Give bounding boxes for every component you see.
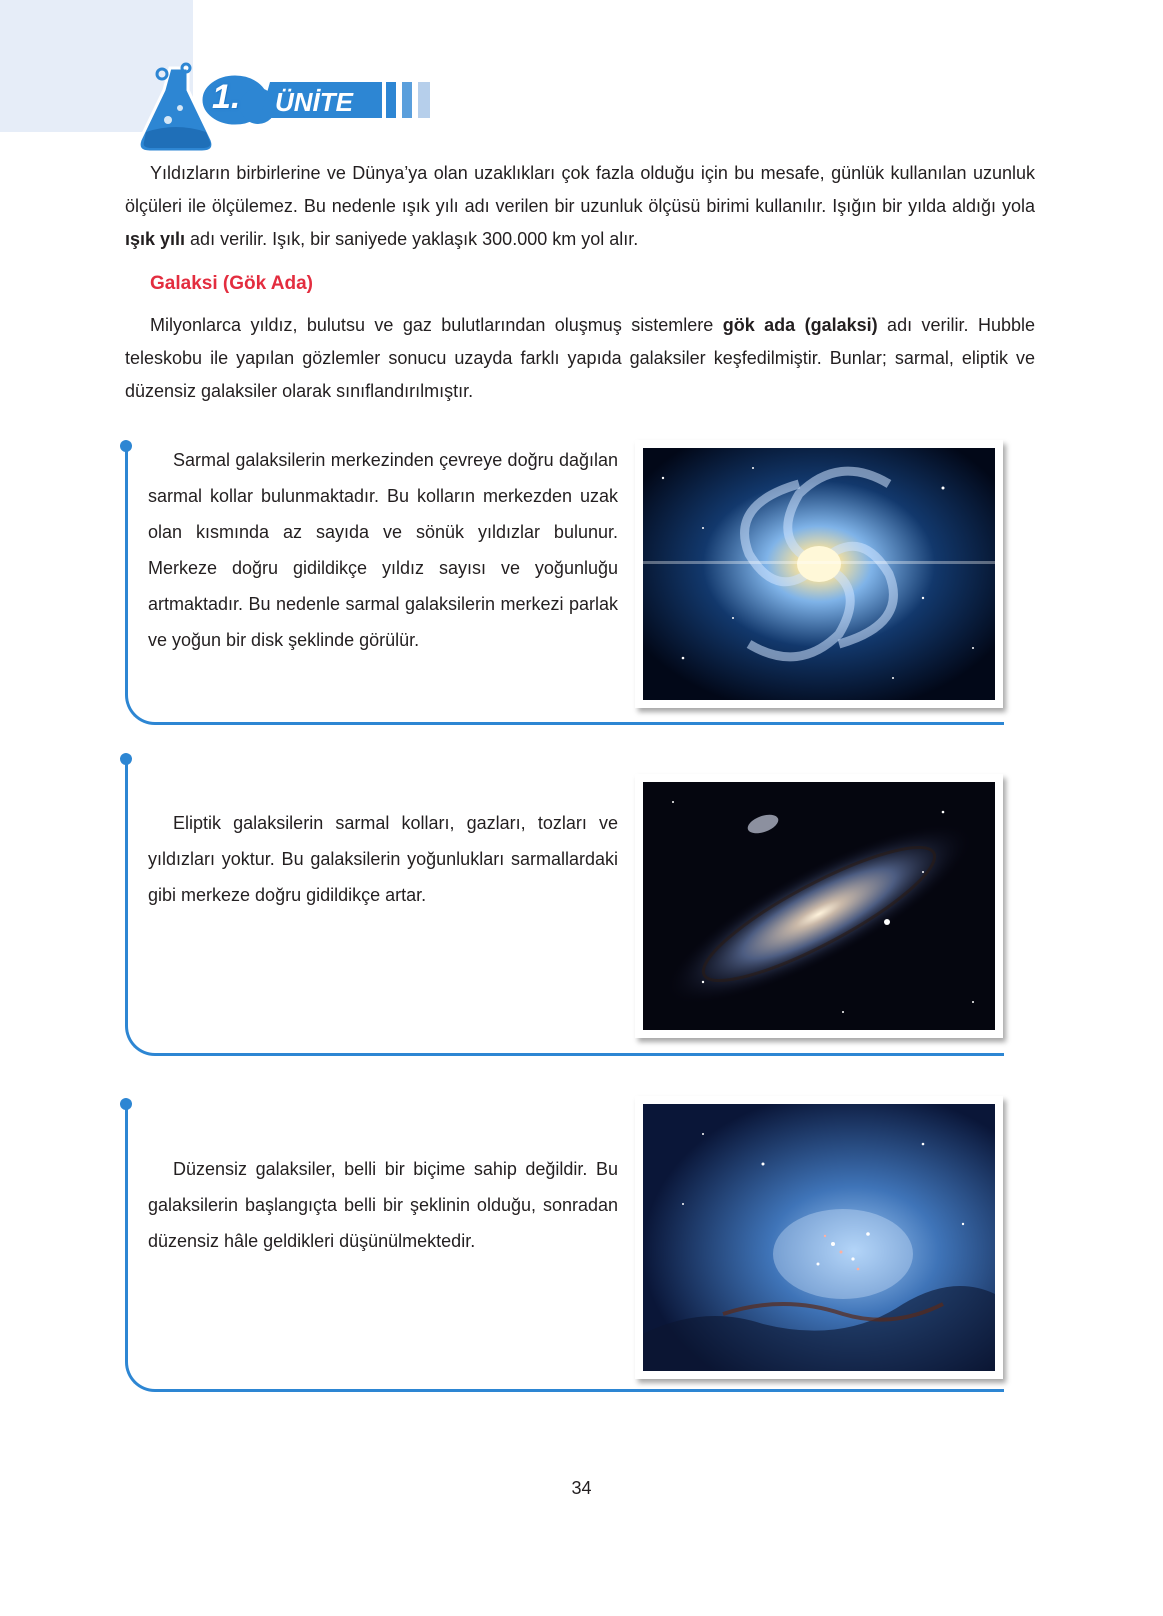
term-galaxy: gök ada (galaksi) xyxy=(722,315,878,335)
intro-paragraph: Yıldızların birbirlerine ve Dünya’ya olan uzaklıkları çok fazla olduğu için bu mesafe, günlük kullanılan uzunluk ölçüleri ile ölçülemez. Bu nedenle ışık yılı adı verilen bir uzunluk ölçüsü birimi kullanılır. Işığın bir yılda aldığı yola ışık yılı adı verilir. Işık, bir saniyede yaklaşık 300.000 km yol alır. xyxy=(125,163,1035,249)
elliptical-text: Eliptik galaksilerin sarmal kolları, gazları, tozları ve yıldızları yoktur. Bu galaksilerin yoğunlukları sarmallardaki gibi merkeze doğru gidildikçe artar. xyxy=(148,813,618,905)
unit-number: 1. xyxy=(212,78,241,116)
page-number: 34 xyxy=(571,1478,592,1498)
term-light-year: ışık yılı xyxy=(125,229,186,249)
section-heading: Galaksi (Gök Ada) xyxy=(150,273,313,294)
galaxy-paragraph: Milyonlarca yıldız, bulutsu ve gaz bulutlarından oluşmuş sistemlere gök ada (galaksi) adı verilir. Hubble teleskobu ile yapılan gözlemler sonucu uzayda farklı yapıda galaksiler keşfedilmiştir. Bunlar; sarmal, eliptik ve düzensiz galaksiler olarak sınıflandırılmıştır. xyxy=(125,315,1035,401)
unit-label: ÜNİTE xyxy=(275,87,353,117)
irregular-galaxy-image xyxy=(635,1096,1003,1379)
spiral-galaxy-image xyxy=(635,440,1003,708)
irregular-text: Düzensiz galaksiler, belli bir biçime sahip değildir. Bu galaksilerin başlangıçta belli bir şeklinin olduğu, sonradan düzensiz hâle geldikleri düşünülmektedir. xyxy=(148,1159,618,1251)
elliptical-galaxy-image xyxy=(635,774,1003,1038)
spiral-text: Sarmal galaksilerin merkezinden çevreye doğru dağılan sarmal kollar bulunmaktadır. Bu kolların merkezden uzak olan kısmında az sayıda ve sönük yıldızlar bulunur. Merkeze doğru gidildikçe yıldız sayısı ve yoğunluğu artmaktadır. Bu nedenle sarmal galaksilerin merkezi parlak ve yoğun bir disk şeklinde görülür. xyxy=(148,450,618,650)
